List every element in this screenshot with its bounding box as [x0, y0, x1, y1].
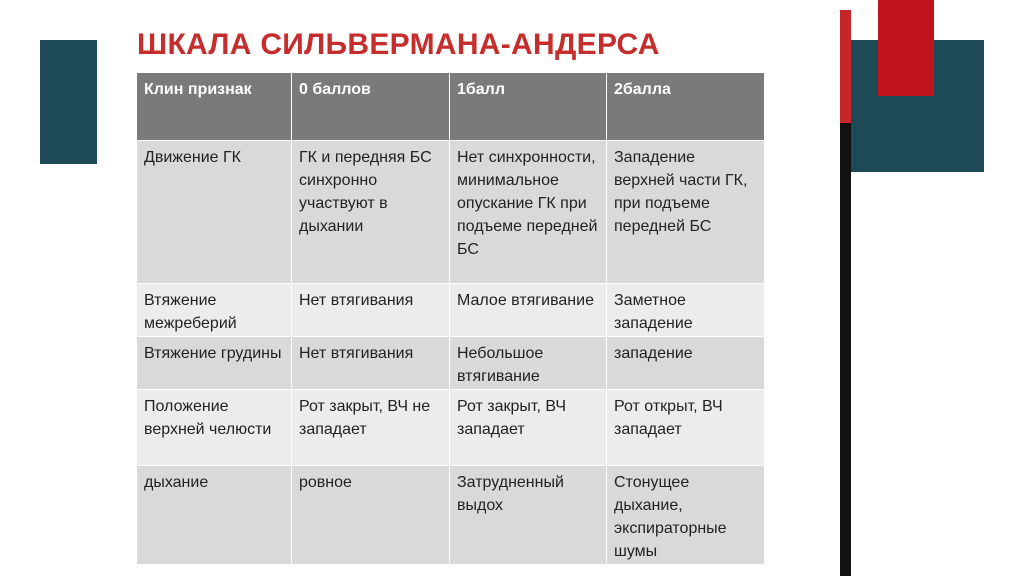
- table-row: [137, 466, 765, 565]
- score-1-cell: Нет синхронности, минимальное опускание ГК при подъеме передней БС: [450, 141, 607, 284]
- row-sign-cell: Положение верхней челюсти: [137, 390, 292, 466]
- header-sign: Клин признак: [137, 73, 292, 141]
- decorative-red-block: [878, 0, 934, 96]
- score-1-cell: Рот закрыт, ВЧ западает: [450, 390, 607, 466]
- score-0-cell: Нет втягивания: [292, 337, 450, 390]
- score-0-cell: ГК и передняя БС синхронно участвуют в дыхании: [292, 141, 450, 284]
- header-score-2: 2балла: [607, 73, 765, 141]
- silverman-anderson-table: [136, 72, 765, 565]
- table-row: [137, 284, 765, 337]
- score-1-cell: Затрудненный выдох: [450, 466, 607, 565]
- decorative-red-bar: [840, 10, 851, 123]
- score-0-cell: ровное: [292, 466, 450, 565]
- score-0-cell: Нет втягивания: [292, 284, 450, 337]
- table-header-row: [137, 73, 765, 141]
- table-row: [137, 390, 765, 466]
- score-2-cell: Рот открыт, ВЧ западает: [607, 390, 765, 466]
- decorative-black-bar: [840, 123, 851, 576]
- score-0-cell: Рот закрыт, ВЧ не западает: [292, 390, 450, 466]
- row-sign-cell: дыхание: [137, 466, 292, 565]
- score-2-cell: западение: [607, 337, 765, 390]
- row-sign-cell: Втяжение грудины: [137, 337, 292, 390]
- table-row: [137, 141, 765, 284]
- header-score-0: 0 баллов: [292, 73, 450, 141]
- score-1-cell: Малое втягивание: [450, 284, 607, 337]
- table-row: [137, 337, 765, 390]
- decorative-left-block: [40, 40, 97, 164]
- score-1-cell: Небольшое втягивание: [450, 337, 607, 390]
- score-2-cell: Западение верхней части ГК, при подъеме передней БС: [607, 141, 765, 284]
- score-2-cell: Стонущее дыхание, экспираторные шумы: [607, 466, 765, 565]
- row-sign-cell: Втяжение межреберий: [137, 284, 292, 337]
- page-title: ШКАЛА СИЛЬВЕРМАНА-АНДЕРСА: [137, 28, 660, 61]
- header-score-1: 1балл: [450, 73, 607, 141]
- score-2-cell: Заметное западение: [607, 284, 765, 337]
- row-sign-cell: Движение ГК: [137, 141, 292, 284]
